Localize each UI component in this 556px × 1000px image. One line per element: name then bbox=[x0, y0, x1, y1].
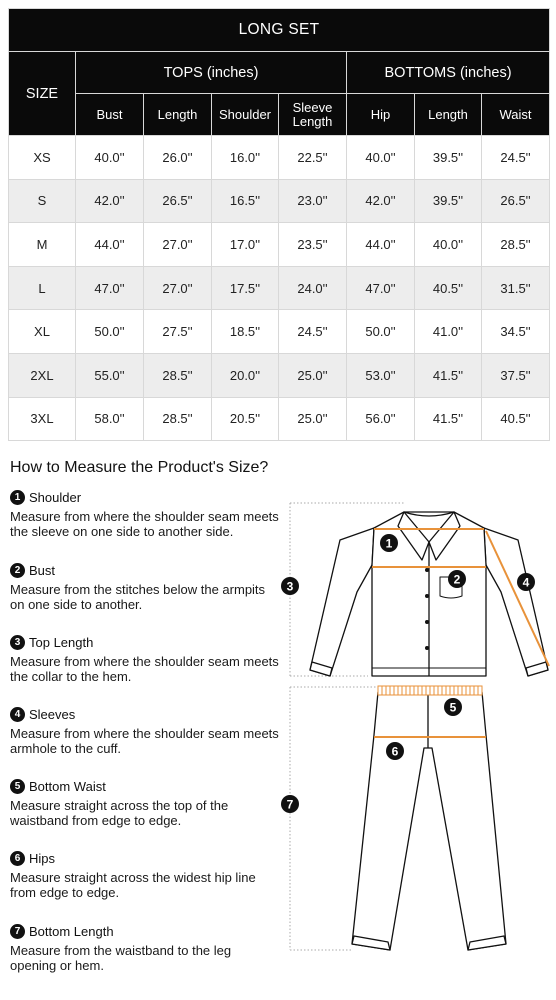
shirt-icon bbox=[310, 512, 548, 676]
table-cell: 26.0'' bbox=[144, 136, 212, 180]
size-cell: XL bbox=[9, 310, 76, 354]
table-row bbox=[9, 310, 550, 354]
tops-group-header: TOPS (inches) bbox=[76, 52, 347, 94]
step-number-badge: 4 bbox=[10, 707, 25, 722]
table-cell: 20.0'' bbox=[212, 353, 279, 397]
table-cell: 23.5'' bbox=[279, 223, 347, 267]
table-row bbox=[9, 223, 550, 267]
table-cell: 41.0'' bbox=[415, 310, 482, 354]
step-label: Bottom Length bbox=[29, 923, 114, 939]
step-label: Sleeves bbox=[29, 706, 76, 722]
table-cell: 40.0'' bbox=[415, 223, 482, 267]
table-cell: 27.0'' bbox=[144, 266, 212, 310]
table-cell: 47.0'' bbox=[347, 266, 415, 310]
table-row bbox=[9, 353, 550, 397]
table-cell: 53.0'' bbox=[347, 353, 415, 397]
marker-6 bbox=[386, 742, 404, 760]
table-cell: 26.5'' bbox=[482, 179, 550, 223]
step-description: Measure from where the shoulder seam meets the sleeve on one side to another side. bbox=[10, 509, 279, 539]
table-cell: 40.0'' bbox=[347, 136, 415, 180]
table-row bbox=[9, 179, 550, 223]
table-cell: 26.5'' bbox=[144, 179, 212, 223]
step-label: Bottom Waist bbox=[29, 778, 106, 794]
marker-3 bbox=[281, 577, 299, 595]
size-column-header: SIZE bbox=[9, 52, 76, 136]
table-cell: 20.5'' bbox=[212, 397, 279, 441]
step-description: Measure from the waistband to the leg opening or hem. bbox=[10, 943, 232, 973]
column-header-row bbox=[9, 94, 550, 136]
step-label: Hips bbox=[29, 850, 56, 866]
step-description: Measure from where the shoulder seam meets the collar to the hem. bbox=[10, 654, 279, 684]
table-cell: 44.0'' bbox=[347, 223, 415, 267]
table-cell: 31.5'' bbox=[482, 266, 550, 310]
column-header-bottom-length: Length bbox=[415, 94, 482, 136]
step-top-length bbox=[10, 633, 280, 684]
marker-label: 5 bbox=[449, 700, 457, 715]
size-cell: S bbox=[9, 179, 76, 223]
marker-4 bbox=[517, 573, 535, 591]
table-cell: 58.0'' bbox=[76, 397, 144, 441]
table-row bbox=[9, 266, 550, 310]
table-cell: 41.5'' bbox=[415, 397, 482, 441]
table-cell: 28.5'' bbox=[144, 397, 212, 441]
table-cell: 40.5'' bbox=[415, 266, 482, 310]
table-cell: 47.0'' bbox=[76, 266, 144, 310]
table-cell: 42.0'' bbox=[347, 179, 415, 223]
step-hips bbox=[10, 849, 280, 900]
pants-icon bbox=[352, 692, 506, 950]
table-cell: 28.5'' bbox=[482, 223, 550, 267]
table-cell: 27.0'' bbox=[144, 223, 212, 267]
column-header-shoulder: Shoulder bbox=[212, 94, 279, 136]
table-cell: 17.0'' bbox=[212, 223, 279, 267]
step-label: Bust bbox=[29, 562, 56, 578]
marker-5 bbox=[444, 698, 462, 716]
table-cell: 50.0'' bbox=[347, 310, 415, 354]
step-description: Measure from the stitches below the armpits on one side to another. bbox=[10, 582, 266, 612]
marker-1 bbox=[380, 534, 398, 552]
table-cell: 56.0'' bbox=[347, 397, 415, 441]
table-cell: 18.5'' bbox=[212, 310, 279, 354]
marker-label: 7 bbox=[286, 797, 294, 812]
size-cell: 2XL bbox=[9, 353, 76, 397]
marker-label: 2 bbox=[453, 572, 461, 587]
marker-label: 3 bbox=[286, 579, 294, 594]
step-number-badge: 7 bbox=[10, 924, 25, 939]
table-cell: 25.0'' bbox=[279, 353, 347, 397]
table-cell: 16.5'' bbox=[212, 179, 279, 223]
step-description: Measure straight across the widest hip line from edge to edge. bbox=[10, 870, 256, 900]
step-shoulder bbox=[10, 488, 280, 539]
column-header-bust: Bust bbox=[76, 94, 144, 136]
table-row bbox=[9, 397, 550, 441]
table-cell: 41.5'' bbox=[415, 353, 482, 397]
guide-title: How to Measure the Product's Size? bbox=[10, 459, 269, 476]
table-cell: 40.0'' bbox=[76, 136, 144, 180]
table-cell: 24.0'' bbox=[279, 266, 347, 310]
table-cell: 39.5'' bbox=[415, 136, 482, 180]
step-number-badge: 6 bbox=[10, 851, 25, 866]
table-cell: 40.5'' bbox=[482, 397, 550, 441]
table-cell: 55.0'' bbox=[76, 353, 144, 397]
table-cell: 16.0'' bbox=[212, 136, 279, 180]
table-cell: 50.0'' bbox=[76, 310, 144, 354]
table-cell: 17.5'' bbox=[212, 266, 279, 310]
column-header-top-length: Length bbox=[144, 94, 212, 136]
step-label: Top Length bbox=[29, 634, 94, 650]
table-cell: 24.5'' bbox=[482, 136, 550, 180]
table-row bbox=[9, 136, 550, 180]
step-sleeves bbox=[10, 705, 280, 756]
pajama-measurement-illustration bbox=[270, 490, 552, 960]
table-cell: 37.5'' bbox=[482, 353, 550, 397]
step-description: Measure straight across the top of the waistband from edge to edge. bbox=[10, 798, 229, 828]
column-header-waist: Waist bbox=[482, 94, 550, 136]
table-cell: 27.5'' bbox=[144, 310, 212, 354]
table-title: LONG SET bbox=[9, 9, 550, 52]
table-cell: 28.5'' bbox=[144, 353, 212, 397]
marker-label: 1 bbox=[385, 536, 393, 551]
table-cell: 44.0'' bbox=[76, 223, 144, 267]
table-cell: 25.0'' bbox=[279, 397, 347, 441]
size-cell: M bbox=[9, 223, 76, 267]
step-number-badge: 1 bbox=[10, 490, 25, 505]
table-cell: 42.0'' bbox=[76, 179, 144, 223]
marker-label: 6 bbox=[391, 744, 399, 759]
step-number-badge: 2 bbox=[10, 563, 25, 578]
table-cell: 23.0'' bbox=[279, 179, 347, 223]
waistband bbox=[378, 686, 482, 695]
step-label: Shoulder bbox=[29, 489, 82, 505]
size-chart-table bbox=[8, 8, 550, 441]
step-bottom-length bbox=[10, 922, 280, 973]
bottoms-group-header: BOTTOMS (inches) bbox=[347, 52, 550, 94]
size-cell: 3XL bbox=[9, 397, 76, 441]
step-bottom-waist bbox=[10, 777, 280, 828]
step-number-badge: 5 bbox=[10, 779, 25, 794]
step-bust bbox=[10, 561, 280, 612]
marker-7 bbox=[281, 795, 299, 813]
step-description: Measure from where the shoulder seam meets armhole to the cuff. bbox=[10, 726, 279, 756]
table-cell: 24.5'' bbox=[279, 310, 347, 354]
step-number-badge: 3 bbox=[10, 635, 25, 650]
table-cell: 34.5'' bbox=[482, 310, 550, 354]
column-header-sleeve-length: Sleeve Length bbox=[279, 94, 347, 136]
table-cell: 22.5'' bbox=[279, 136, 347, 180]
marker-label: 4 bbox=[522, 575, 530, 590]
size-cell: XS bbox=[9, 136, 76, 180]
size-cell: L bbox=[9, 266, 76, 310]
marker-2 bbox=[448, 570, 466, 588]
table-cell: 39.5'' bbox=[415, 179, 482, 223]
column-header-hip: Hip bbox=[347, 94, 415, 136]
